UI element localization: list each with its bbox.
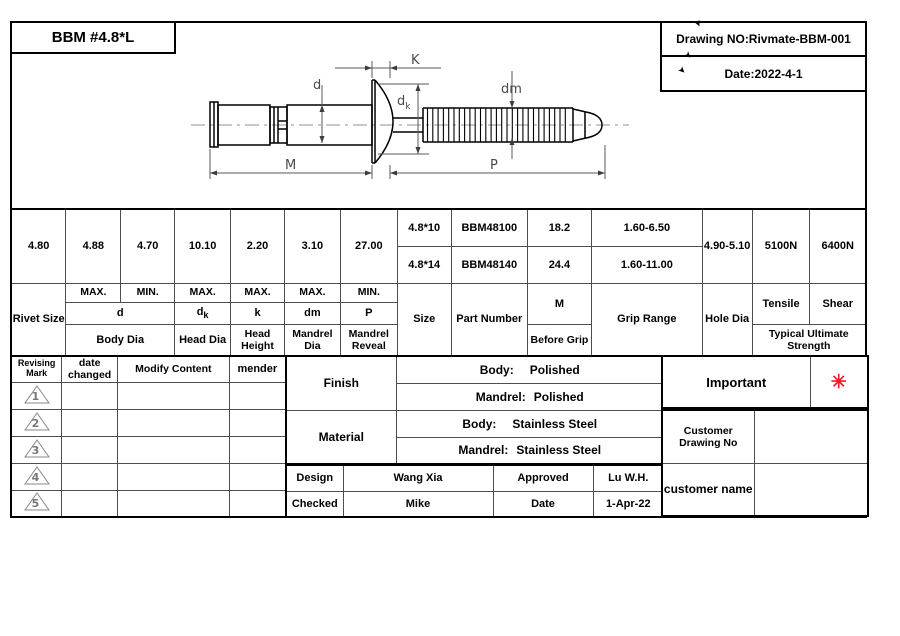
value-dk-max: 10.10 [175,209,231,283]
revision-triangle-icon [24,385,50,404]
header-typical-ultimate-strength: Typical Ultimate Strength [752,324,866,356]
value-k-max: 2.20 [231,209,285,283]
cell-m-1: 18.2 [527,209,591,246]
header-mender: mender [229,356,286,382]
material-mandrel-label: Mandrel: [458,443,509,458]
dimension-labels [285,53,522,173]
table-row [11,436,286,463]
rivet-technical-drawing [185,53,635,203]
drawing-number-text: Drawing NO:Rivmate-BBM-001 [676,32,851,46]
svg-text:3: 3 [31,443,39,457]
revision-triangle-icon [24,412,50,431]
header-modify-content: Modify Content [118,356,230,382]
cursor-artifact-icon: ➤ [692,17,705,29]
header-mandrel-reveal: Mandrel Reveal [340,324,397,356]
table-row [11,283,866,302]
cell-part-number-2: BBM48140 [451,246,527,283]
dim-label-p: P [490,158,498,173]
revision-mark-1 [11,382,62,409]
table-row [662,463,868,516]
signoff-table [285,464,665,518]
cell-part-number-1: BBM48100 [451,209,527,246]
cell-hole-dia-value: 4.90-5.10 [702,209,752,283]
customer-name-label: customer name [662,463,754,516]
header-min-p: MIN. [340,283,397,302]
customer-drawing-no-value [754,410,868,463]
date-row [662,57,865,91]
value-d-max: 4.88 [66,209,121,283]
revision-mark-4 [11,463,62,490]
header-hole-dia: Hole Dia [702,283,752,356]
svg-text:1: 1 [31,389,39,403]
revision-triangle-icon [24,466,50,485]
value-p-min: 27.00 [340,209,397,283]
cell-size-2: 4.8*14 [397,246,451,283]
finish-label: Finish [286,356,396,410]
material-body-cell [396,410,664,437]
revision-triangle-icon [24,492,50,511]
header-symbol-d: d [66,302,175,324]
table-row [662,410,868,463]
finish-mandrel-label: Mandrel: [475,389,526,404]
table-row [11,382,286,409]
header-symbol-dk: $d_k$ [175,302,231,324]
customer-table [661,409,869,517]
material-body-value: Stainless Steel [512,416,598,431]
approved-label: Approved [493,465,593,491]
approved-name: Lu W.H. [593,465,664,491]
table-row [11,490,286,517]
checked-label: Checked [286,491,343,517]
material-body-label: Body: [462,416,497,431]
important-table [661,355,869,409]
dim-label-m: M [285,158,297,173]
revision-triangle-icon [24,439,50,458]
dim-label-d: d [313,78,322,93]
table-row [11,409,286,436]
revision-mark-2 [11,409,62,436]
table-row [286,410,664,437]
table-row [11,463,286,490]
revision-mark-5 [11,490,62,517]
cell-tensile-value: 5100N [752,209,810,283]
cell-m-2: 24.4 [527,246,591,283]
header-min-d: MIN. [121,283,175,302]
header-max-k: MAX. [231,283,285,302]
header-symbol-dm: dm [284,302,340,324]
table-row [11,356,286,382]
cell-size-1: 4.8*10 [397,209,451,246]
header-max-dk: MAX. [175,283,231,302]
header-symbol-k: k [231,302,285,324]
cursor-artifact-icon: ➤ [675,63,689,77]
cursor-artifact-icon: ➤ [681,48,695,62]
cell-grip-range-2: 1.60-11.00 [591,246,702,283]
dim-label-k: K [411,53,420,68]
finish-mandrel-value: Polished [533,389,584,404]
cell-grip-range-1: 1.60-6.50 [591,209,702,246]
customer-name-value [754,463,868,516]
table-row [662,356,868,408]
table-row [286,356,664,383]
material-label: Material [286,410,396,464]
header-head-dia: Head Dia [175,324,231,356]
value-d-min: 4.70 [121,209,175,283]
spec-table [10,208,867,357]
important-star-cell [810,356,868,408]
header-revising-mark: Revising Mark [11,356,62,382]
svg-text:5: 5 [31,497,39,511]
design-name: Wang Xia [343,465,493,491]
material-mandrel-value: Stainless Steel [516,443,602,458]
finish-material-table [285,355,665,465]
design-label: Design [286,465,343,491]
finish-body-label: Body: [479,362,514,377]
header-tensile: Tensile [752,283,810,324]
header-part-number: Part Number [451,283,527,356]
header-grip-range: Grip Range [591,283,702,356]
header-max-dm: MAX. [284,283,340,302]
header-mandrel-dia: Mandrel Dia [284,324,340,356]
finish-body-cell [396,356,664,383]
header-size: Size [397,283,451,356]
header-symbol-p: P [340,302,397,324]
revision-mark-3 [11,436,62,463]
svg-text:2: 2 [31,416,39,430]
table-row [286,491,664,517]
important-label: Important [662,356,810,408]
important-star-icon: ✳ [830,371,847,393]
header-head-height: Head Height [231,324,285,356]
header-rivet-size: Rivet Size [11,283,66,356]
header-shear: Shear [810,283,866,324]
finish-mandrel-cell [396,383,664,410]
material-mandrel-cell [396,437,664,464]
date-text: Date:2022-4-1 [724,67,803,81]
rivet-body-outline [210,80,602,163]
finish-body-value: Polished [529,362,580,377]
dim-label-dk: $d_k$ [397,94,411,112]
header-body-dia: Body Dia [66,324,175,356]
mandrel-serrations [428,108,566,142]
header-max-d: MAX. [66,283,121,302]
header-before-grip: Before Grip [527,324,591,356]
date-value: 1-Apr-22 [593,491,664,517]
table-row [11,209,866,246]
svg-text:4: 4 [31,470,39,484]
title-box [10,21,176,54]
table-row [286,465,664,491]
revision-table [10,355,287,518]
page-title: BBM #4.8*L [51,29,135,46]
customer-drawing-no-label: Customer Drawing No [662,410,754,463]
header-date-changed: date changed [62,356,118,382]
header-m: M [527,283,591,324]
date-label: Date [493,491,593,517]
dim-label-dm: dm [501,82,522,97]
cell-shear-value: 6400N [810,209,866,283]
value-d-nominal: 4.80 [11,209,66,283]
value-dm-max: 3.10 [284,209,340,283]
checked-name: Mike [343,491,493,517]
